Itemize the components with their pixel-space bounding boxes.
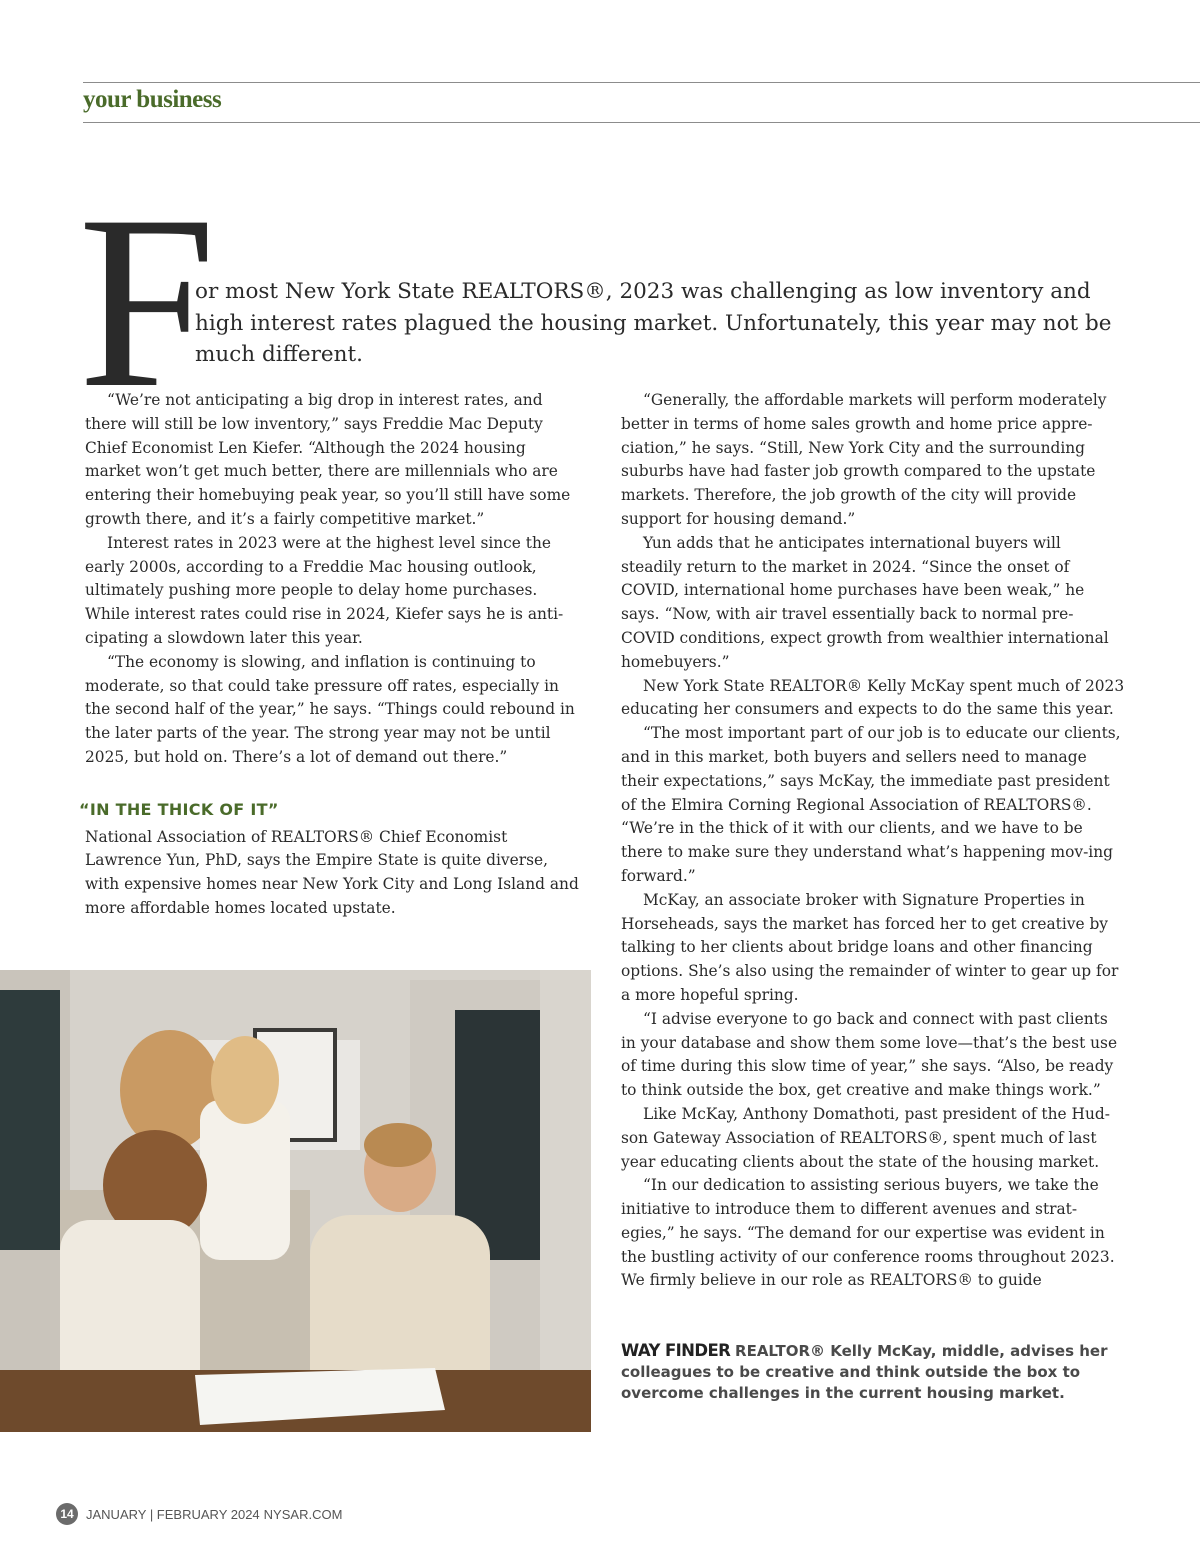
top-rule [83,82,1200,83]
section-label: your business [83,86,222,113]
paragraph: Interest rates in 2023 were at the highest level since the early 2000s, according to a Freddie Mac housing outlook, ultimately pushing more people to delay home purchases. While interest rates could rise in 2024, Kiefer says he is anti-cipating a slowdown later this year. [85,533,564,647]
paragraph: New York State REALTOR® Kelly McKay spent much of 2023 educating her consumers and expects to do the same this year. [621,676,1125,719]
intro-text: or most New York State REALTORS®, 2023 was challenging as low inventory and high interest rates plagued the housing market. Unfortunately, this year may not be much different. [195,279,1112,367]
issue-date: JANUARY | FEBRUARY 2024 [86,1506,260,1522]
paragraph: “Generally, the affordable markets will perform moderately better in terms of home sales growth and home price appre-ciation,” he says. “Still, New York City and the surrounding suburbs have had faster job growth compared to the upstate markets. Therefore, the job growth of the city will provide support for housing demand.” [621,391,1107,528]
paragraph: “In our dedication to assisting serious buyers, we take the initiative to introduce them to different avenues and strat-egies,” he says. “The demand for our expertise was evident in the bustling activity of our conference rooms throughout 2023. We firmly believe in our role as REALTORS® to guide [621,1176,1115,1290]
paragraph: Yun adds that he anticipates international buyers will steadily return to the market in 2024. “Since the onset of COVID, international home purchases have been weak,” he says. “Now, with air travel essentially back to normal pre-COVID conditions, expect growth from wealthier international homebuyers.” [621,533,1109,671]
paragraph: McKay, an associate broker with Signature Properties in Horseheads, says the market has forced her to get creative by talking to her clients about bridge loans and other financing options. She’s also using the remainder of winter to gear up for a more hopeful spring. [621,890,1119,1004]
drop-cap: F [78,164,216,439]
caption-text: REALTOR® Kelly McKay, middle, advises her colleagues to be creative and think outside the box to overcome challenges in the current housing market. [621,1342,1108,1402]
left-column [79,389,583,921]
paragraph: “We’re not anticipating a big drop in interest rates, and there will still be low inventory,” says Freddie Mac Deputy Chief Economist Len Kiefer. “Although the 2024 housing market won’t get much better, there are millennials who are entering their homebuying peak year, so you’ll still have some growth there, and it’s a fairly competitive market.” [85,391,571,528]
paragraph: “The economy is slowing, and inflation is continuing to moderate, so that could take pressure off rates, especially in the second half of the year,” he says. “Things could rebound in the later parts of the year. The strong year may not be until 2025, but hold on. There’s a lot of demand out there.” [85,652,575,766]
paragraph: Like McKay, Anthony Domathoti, past president of the Hud-son Gateway Association of REALTORS®, spent much of last year educating clients about the state of the housing market. [621,1104,1110,1171]
paragraph: “The most important part of our job is to educate our clients, and in this market, both buyers and sellers need to manage their expectations,” says McKay, the immediate past president of the Elmira Corning Regional Association of REALTORS®. “We’re in the thick of it with our clients, and we have to be there to make sure they understand what’s happening mov-ing forward.” [621,724,1121,885]
subheading: “IN THE THICK OF IT” [79,799,279,819]
site-url: NYSAR.COM [263,1506,343,1522]
paragraph: “I advise everyone to go back and connect with past clients in your database and show them some love—that’s the best use of time during this slow time of year,” she says. “Also, be ready to think outside the box, get creative and make things work.” [621,1009,1118,1100]
page-number: 14 [56,1503,78,1525]
page-footer [56,1503,342,1525]
photo-illustration [0,970,591,1432]
caption-tag: WAY FINDER [621,1341,731,1360]
photo-caption [621,1340,1141,1404]
article-photo [0,970,591,1432]
right-column [621,389,1126,1293]
header-rule [83,122,1200,123]
paragraph: National Association of REALTORS® Chief Economist Lawrence Yun, PhD, says the Empire State is quite diverse, with expensive homes near New York City and Long Island and more affordable homes located upstate. [85,827,579,917]
